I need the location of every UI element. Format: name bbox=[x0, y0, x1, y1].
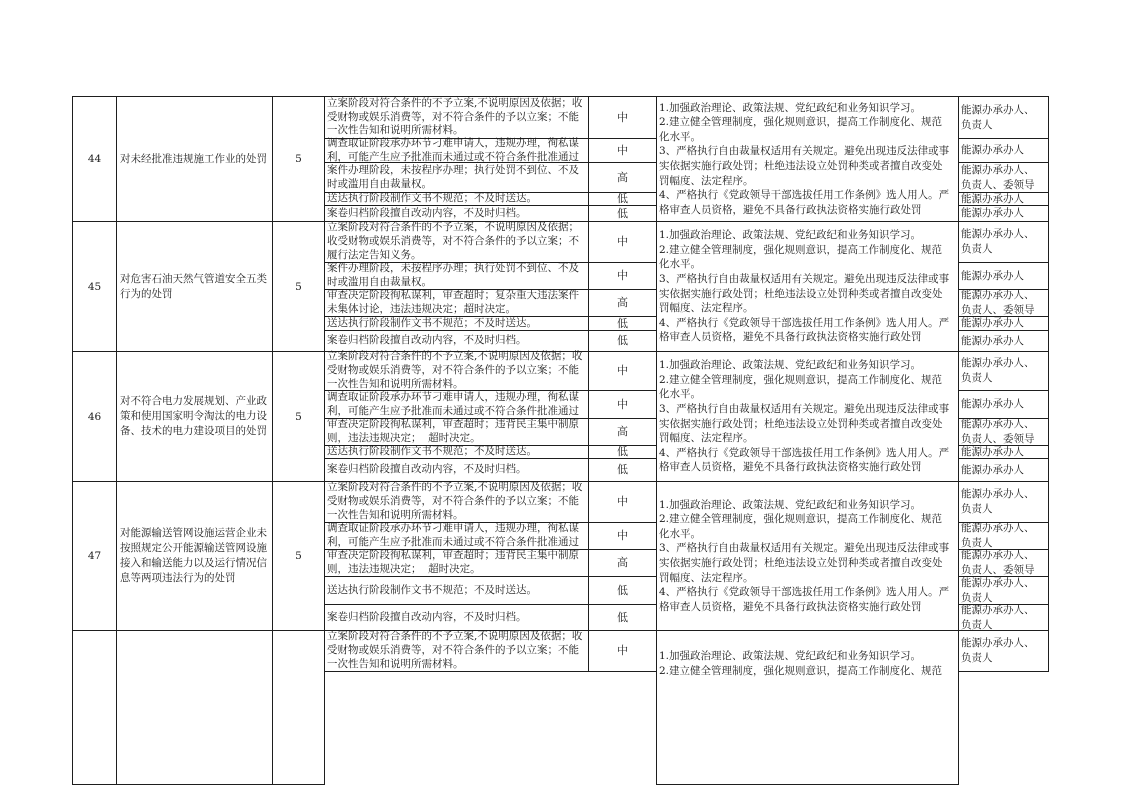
item-number: 47 bbox=[87, 550, 102, 562]
risk-level: 中 bbox=[617, 529, 628, 542]
responsible-person-cell bbox=[958, 604, 1049, 631]
item-number: 45 bbox=[87, 280, 102, 293]
item-number-cell bbox=[72, 221, 117, 352]
item-name: 对危害石油天然气管道安全五类 行为的处罚 bbox=[120, 272, 267, 300]
risk-level-cell bbox=[588, 205, 657, 222]
risk-level-cell bbox=[588, 96, 657, 139]
responsible-person-cell bbox=[958, 522, 1049, 550]
item-number-cell bbox=[72, 351, 117, 482]
risk-description: 立案阶段对符合条件的不予立案,不说明原因及依据；收 受财物或娱乐消费等，对不符合条件的予以立案；不能 一次性告知和说明所需材料。 bbox=[327, 630, 583, 670]
prevention-measures: 1.加强政治理论、政策法规、党纪政纪和业务知识学习。 2.建立健全管理制度，强化规则意识，提高工作制度化、规范 化水平。 3、严格执行自由裁量权适用有关规定。避免出现违反法律或事 实依据实施行政处罚；杜绝违法设立处罚种类或者擅自改变处 罚幅度、法定程序。 4、严格执行《党政领导干部选拔任用工作条例》选人用人。严 格审查人员资格，避免不具备行政执法资格实施行政处罚 bbox=[659, 359, 950, 474]
risk-description: 立案阶段对符合条件的不予立案，不说明原因及依据； 收受财物或娱乐消费等，对不符合条件的予以立案；不 履行法定告知义务。 bbox=[327, 221, 579, 261]
responsible-person-cell bbox=[958, 205, 1049, 222]
risk-level: 低 bbox=[617, 206, 628, 220]
risk-point-count-cell bbox=[272, 351, 325, 482]
risk-description: 案件办理阶段，未按程序办理；执行处罚不到位、不及 时或滥用自由裁量权。 bbox=[327, 262, 579, 288]
risk-level-cell bbox=[588, 162, 657, 193]
responsible-person: 能源办承办人、 负责人 bbox=[961, 603, 1035, 631]
responsible-person: 能源办承办人 bbox=[961, 144, 1024, 156]
responsible-person: 能源办承办人 bbox=[961, 445, 1024, 458]
responsible-person-cell bbox=[958, 289, 1049, 317]
risk-level: 低 bbox=[617, 445, 628, 458]
risk-level-cell bbox=[588, 522, 657, 550]
risk-level-cell bbox=[588, 630, 657, 672]
responsible-person-cell bbox=[958, 418, 1049, 446]
risk-description: 立案阶段对符合条件的不予立案,不说明原因及依据；收 受财物或娱乐消费等，对不符合条件的予以立案；不能 一次性告知和说明所需材料。 bbox=[327, 481, 583, 521]
responsible-person: 能源办承办人 bbox=[961, 334, 1024, 347]
risk-level: 低 bbox=[617, 583, 628, 597]
risk-level-cell bbox=[588, 351, 657, 391]
risk-level: 高 bbox=[617, 556, 628, 569]
risk-point-count-cell bbox=[272, 481, 325, 631]
risk-level-cell bbox=[588, 458, 657, 482]
risk-description: 送达执行阶段制作文书不规范；不及时送达。 bbox=[327, 583, 537, 596]
risk-description-cell bbox=[324, 330, 589, 352]
item-name-cell bbox=[116, 96, 273, 222]
risk-level-cell bbox=[588, 138, 657, 163]
risk-description-cell bbox=[324, 138, 589, 163]
responsible-person-cell bbox=[958, 262, 1049, 290]
responsible-person: 能源办承办人、 负责人 bbox=[961, 637, 1035, 664]
responsible-person: 能源办承办人、 负责人 bbox=[961, 576, 1035, 604]
risk-description-cell bbox=[324, 445, 589, 459]
risk-level: 高 bbox=[617, 296, 628, 309]
risk-level-cell bbox=[588, 418, 657, 446]
risk-description-cell bbox=[324, 522, 589, 550]
risk-description: 立案阶段对符合条件的不予立案,不说明原因及依据；收 受财物或娱乐消费等，对不符合条件的予以立案；不能 一次性告知和说明所需材料。 bbox=[327, 350, 583, 390]
item-name-cell bbox=[116, 221, 273, 352]
risk-level-cell bbox=[588, 445, 657, 459]
risk-level-cell bbox=[588, 481, 657, 523]
risk-description-cell bbox=[324, 351, 589, 391]
risk-point-count: 5 bbox=[295, 153, 302, 165]
risk-level: 中 bbox=[617, 235, 628, 248]
risk-description: 送达执行阶段制作文书不规范；不及时送达。 bbox=[327, 192, 537, 205]
risk-level: 中 bbox=[617, 495, 628, 508]
risk-point-count-cell bbox=[272, 221, 325, 352]
item-name-cell bbox=[116, 351, 273, 482]
item-name: 对能源输送管网设施运营企业未 按照规定公开能源输送管网设施 接入和输送能力以及运行情况信 息等两项违法行为的处罚 bbox=[120, 527, 267, 584]
responsible-person: 能源办承办人、 负责人 bbox=[961, 488, 1035, 515]
risk-description-cell bbox=[324, 630, 589, 672]
risk-point-count-cell bbox=[272, 630, 325, 785]
risk-description: 送达执行阶段制作文书不规范；不及时送达。 bbox=[327, 316, 537, 329]
risk-level: 低 bbox=[617, 610, 628, 624]
risk-description-cell bbox=[324, 390, 589, 419]
risk-point-count: 5 bbox=[295, 280, 302, 293]
responsible-person: 能源办承办人、 负责人、委领导 bbox=[961, 418, 1035, 445]
risk-description: 调查取证阶段承办环节刁难申请人，违规办理，徇私谋 利，可能产生应予批准而未通过或不符合条件批准通过 bbox=[327, 522, 579, 548]
risk-description: 案卷归档阶段擅自改动内容，不及时归档。 bbox=[327, 610, 527, 623]
responsible-person-cell bbox=[958, 630, 1049, 672]
risk-description: 送达执行阶段制作文书不规范；不及时送达。 bbox=[327, 445, 537, 458]
risk-level: 高 bbox=[617, 170, 628, 184]
responsible-person-cell bbox=[958, 549, 1049, 577]
risk-level: 低 bbox=[617, 463, 628, 476]
item-number: 46 bbox=[87, 410, 102, 423]
risk-level-cell bbox=[588, 289, 657, 317]
responsible-person-cell bbox=[958, 221, 1049, 263]
prevention-measures: 1.加强政治理论、政策法规、党纪政纪和业务知识学习。 2.建立健全管理制度，强化规则意识，提高工作制度化、规范 化水平。 3、严格执行自由裁量权适用有关规定。避免出现违反法律或事 实依据实施行政处罚；杜绝违法设立处罚种类或者擅自改变处 罚幅度、法定程序。 4、严格执行《党政领导干部选拔任用工作条例》选人用人。严 格审查人员资格，避免不具备行政执法资格实施行政处罚 bbox=[659, 498, 950, 613]
risk-description-cell bbox=[324, 262, 589, 290]
responsible-person: 能源办承办人、 负责人、委领导 bbox=[961, 163, 1035, 191]
responsible-person: 能源办承办人、 负责人 bbox=[961, 357, 1035, 384]
risk-level-cell bbox=[588, 316, 657, 331]
risk-description: 调查取证阶段承办环节刁难申请人，违规办理，徇私谋 利，可能产生应予批准而未通过或不符合条件批准通过 bbox=[327, 390, 579, 417]
risk-description-cell bbox=[324, 205, 589, 222]
risk-description: 案件办理阶段，未按程序办理；执行处罚不到位、不及 时或滥用自由裁量权。 bbox=[327, 163, 579, 190]
prevention-measures-cell bbox=[656, 481, 959, 631]
responsible-person: 能源办承办人、 负责人 bbox=[961, 522, 1035, 549]
risk-description-cell bbox=[324, 458, 589, 482]
item-number: 44 bbox=[87, 153, 102, 165]
risk-level-cell bbox=[588, 576, 657, 605]
prevention-measures-cell bbox=[656, 96, 959, 222]
responsible-person: 能源办承办人 bbox=[961, 463, 1024, 476]
responsible-person: 能源办承办人、 负责人 bbox=[961, 103, 1035, 131]
item-number-cell bbox=[72, 481, 117, 631]
risk-description-cell bbox=[324, 604, 589, 631]
prevention-measures: 1.加强政治理论、政策法规、党纪政纪和业务知识学习。 2.建立健全管理制度，强化规则意识，提高工作制度化、规范 化水平。 3、严格执行自由裁量权适用有关规定。避免出现违反法律或事 实依据实施行政处罚；杜绝违法设立处罚种类或者擅自改变处 罚幅度、法定程序。 4、严格执行《党政领导干部选拔任用工作条例》选人用人。严 格审查人员资格，避免不具备行政执法资格实施行政处罚 bbox=[659, 229, 950, 344]
risk-description-cell bbox=[324, 96, 589, 139]
responsible-person-cell bbox=[958, 458, 1049, 482]
item-name-cell bbox=[116, 630, 273, 785]
item-name-cell bbox=[116, 481, 273, 631]
item-number-cell bbox=[72, 630, 117, 785]
prevention-measures-cell bbox=[656, 351, 959, 482]
risk-point-count-cell bbox=[272, 96, 325, 222]
responsible-person: 能源办承办人 bbox=[961, 207, 1024, 219]
risk-level-cell bbox=[588, 221, 657, 263]
responsible-person: 能源办承办人 bbox=[961, 192, 1024, 205]
item-name: 对未经批准违规施工作业的处罚 bbox=[120, 152, 267, 165]
risk-level-cell bbox=[588, 330, 657, 352]
risk-description-cell bbox=[324, 221, 589, 263]
responsible-person-cell bbox=[958, 481, 1049, 523]
risk-description-cell bbox=[324, 192, 589, 206]
risk-description-cell bbox=[324, 576, 589, 605]
risk-description: 审查决定阶段徇私谋利，审查超时；复杂重大违法案件 未集体讨论，违法违规决定；超时决定。 bbox=[327, 289, 579, 315]
risk-level-cell bbox=[588, 604, 657, 631]
responsible-person-cell bbox=[958, 390, 1049, 419]
risk-level: 低 bbox=[617, 316, 628, 330]
item-name: 对不符合电力发展规划、产业政 策和使用国家明令淘汰的电力设 备、技术的电力建设项目的处罚 bbox=[120, 395, 267, 437]
responsible-person-cell bbox=[958, 138, 1049, 163]
responsible-person-cell bbox=[958, 576, 1049, 605]
risk-level: 中 bbox=[617, 269, 628, 282]
responsible-person: 能源办承办人 bbox=[961, 317, 1024, 329]
risk-description: 案卷归档阶段擅自改动内容，不及时归档。 bbox=[327, 206, 527, 219]
responsible-person: 能源办承办人 bbox=[961, 269, 1024, 282]
risk-description-cell bbox=[324, 481, 589, 523]
risk-level: 高 bbox=[617, 425, 628, 438]
risk-description: 审查决定阶段徇私谋利，审查超时；违背民主集中制原 则，违法违规决定； 超时决定。 bbox=[327, 549, 579, 575]
risk-level: 中 bbox=[617, 644, 628, 657]
responsible-person-cell bbox=[958, 192, 1049, 206]
risk-point-count: 5 bbox=[295, 410, 302, 423]
risk-description-cell bbox=[324, 162, 589, 193]
responsible-person-cell bbox=[958, 316, 1049, 331]
risk-description-cell bbox=[324, 316, 589, 331]
risk-level-cell bbox=[588, 262, 657, 290]
item-number-cell bbox=[72, 96, 117, 222]
risk-level: 中 bbox=[617, 397, 628, 411]
responsible-person: 能源办承办人 bbox=[961, 398, 1024, 410]
responsible-person-cell bbox=[958, 330, 1049, 352]
responsible-person: 能源办承办人、 负责人、委领导 bbox=[961, 549, 1035, 576]
risk-description: 调查取证阶段承办环节刁难申请人，违规办理，徇私谋 利，可能产生应予批准而未通过或不符合条件批准通过 bbox=[327, 136, 579, 163]
responsible-person-cell bbox=[958, 351, 1049, 391]
risk-level: 中 bbox=[617, 143, 628, 157]
risk-level: 中 bbox=[617, 110, 628, 124]
risk-point-count: 5 bbox=[295, 550, 302, 562]
risk-level: 低 bbox=[617, 334, 628, 347]
prevention-measures: 1.加强政治理论、政策法规、党纪政纪和业务知识学习。 2.建立健全管理制度，强化规则意识，提高工作制度化、规范 bbox=[659, 650, 943, 677]
responsible-person-cell bbox=[958, 96, 1049, 139]
prevention-measures: 1.加强政治理论、政策法规、党纪政纪和业务知识学习。 2.建立健全管理制度，强化规则意识，提高工作制度化、规范 化水平。 3、严格执行自由裁量权适用有关规定。避免出现违反法律或事 实依据实施行政处罚；杜绝违法设立处罚种类或者擅自改变处 罚幅度、法定程序。 4、严格执行《党政领导干部选拔任用工作条例》选人用人。严 格审查人员资格，避免不具备行政执法资格实施行政处罚 bbox=[659, 101, 950, 216]
responsible-person: 能源办承办人、 负责人 bbox=[961, 228, 1035, 255]
risk-description: 立案阶段对符合条件的不予立案,不说明原因及依据；收 受财物或娱乐消费等，对不符合条件的予以立案；不能 一次性告知和说明所需材料。 bbox=[327, 96, 583, 137]
responsible-person: 能源办承办人、 负责人、委领导 bbox=[961, 289, 1035, 316]
risk-level: 低 bbox=[617, 192, 628, 205]
responsible-person-cell bbox=[958, 162, 1049, 193]
risk-level-cell bbox=[588, 192, 657, 206]
risk-description-cell bbox=[324, 418, 589, 446]
risk-level-cell bbox=[588, 549, 657, 577]
risk-description: 案卷归档阶段擅自改动内容，不及时归档。 bbox=[327, 334, 527, 347]
risk-description-cell bbox=[324, 289, 589, 317]
responsible-person-cell bbox=[958, 445, 1049, 459]
risk-level-cell bbox=[588, 390, 657, 419]
risk-description: 案卷归档阶段擅自改动内容，不及时归档。 bbox=[327, 463, 527, 476]
risk-description: 审查决定阶段徇私谋利，审查超时；违背民主集中制原 则，违法违规决定； 超时决定。 bbox=[327, 418, 579, 444]
prevention-measures-cell bbox=[656, 221, 959, 352]
risk-description-cell bbox=[324, 549, 589, 577]
prevention-measures-cell bbox=[656, 630, 959, 785]
risk-level: 中 bbox=[617, 364, 628, 377]
